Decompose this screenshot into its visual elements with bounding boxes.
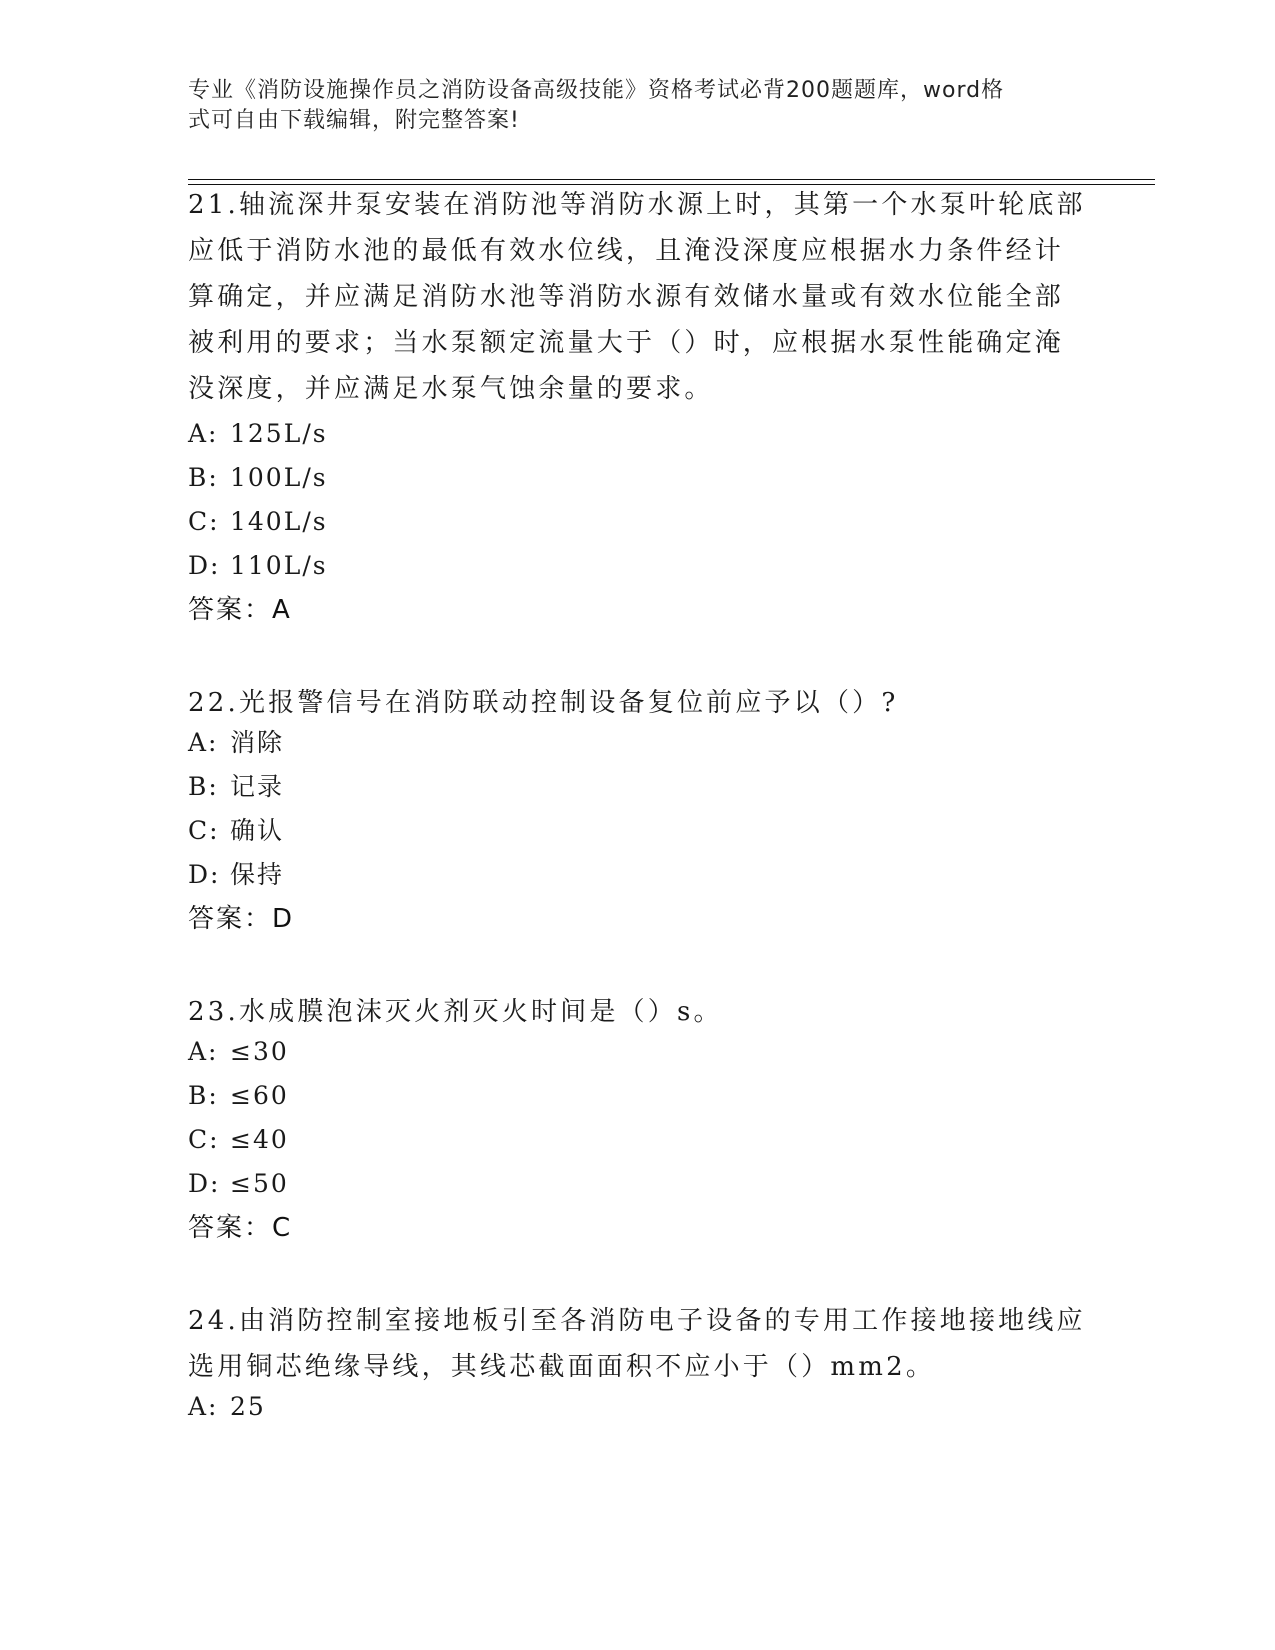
option-key: B: — [188, 1081, 219, 1110]
question-24-option-a — [188, 1387, 266, 1427]
question-line: 选用铜芯绝缘导线，其线芯截面面积不应小于（）mm2。 — [188, 1352, 936, 1382]
question-21-answer: 答案：A — [188, 595, 292, 625]
question-22-text — [188, 680, 1088, 726]
option-key: A: — [188, 728, 219, 757]
option-key: B: — [188, 772, 219, 801]
option-text: ≤60 — [230, 1081, 289, 1110]
option-text: 110L/s — [230, 551, 328, 580]
question-21-option-d — [188, 546, 328, 586]
option-text: 125L/s — [230, 419, 328, 448]
question-21-option-a — [188, 414, 328, 454]
question-23-option-c — [188, 1120, 289, 1160]
option-key: C: — [188, 816, 220, 845]
question-line: 应低于消防水池的最低有效水位线，且淹没深度应根据水力条件经计 — [188, 236, 1065, 266]
option-key: D: — [188, 1169, 221, 1198]
question-line: 没深度，并应满足水泵气蚀余量的要求。 — [188, 374, 714, 404]
option-key: C: — [188, 1125, 220, 1154]
header-line-2: 式可自由下载编辑，附完整答案! — [188, 108, 520, 133]
document-header — [188, 76, 1078, 136]
question-line: 被利用的要求；当水泵额定流量大于（）时，应根据水泵性能确定淹 — [188, 328, 1065, 358]
option-key: A: — [188, 419, 219, 448]
option-key: D: — [188, 551, 221, 580]
question-21-text — [188, 182, 1088, 412]
question-23-answer: 答案：C — [188, 1213, 293, 1243]
question-22-option-d — [188, 855, 284, 895]
question-23-option-b — [188, 1076, 289, 1116]
question-line: 22.光报警信号在消防联动控制设备复位前应予以（）? — [188, 688, 899, 718]
option-key: A: — [188, 1037, 219, 1066]
option-text: ≤50 — [230, 1169, 289, 1198]
option-text: 保持 — [230, 860, 285, 889]
option-text: 消除 — [230, 728, 285, 757]
option-key: A: — [188, 1392, 219, 1421]
question-line: 23.水成膜泡沫灭火剂灭火时间是（）s。 — [188, 997, 723, 1027]
option-text: ≤30 — [230, 1037, 289, 1066]
question-line: 21.轴流深井泵安装在消防池等消防水源上时，其第一个水泵叶轮底部 — [188, 190, 1086, 220]
option-text: 100L/s — [230, 463, 328, 492]
option-key: B: — [188, 463, 219, 492]
question-21-option-c — [188, 502, 328, 542]
option-key: D: — [188, 860, 221, 889]
option-text: 记录 — [230, 772, 285, 801]
option-text: ≤40 — [230, 1125, 289, 1154]
option-text: 确认 — [230, 816, 285, 845]
option-text: 140L/s — [230, 507, 328, 536]
question-22-option-c — [188, 811, 284, 851]
question-22-option-b — [188, 767, 284, 807]
question-22-option-a — [188, 723, 284, 763]
question-21-option-b — [188, 458, 328, 498]
option-key: C: — [188, 507, 220, 536]
header-divider-top — [188, 179, 1155, 180]
header-line-1: 专业《消防设施操作员之消防设备高级技能》资格考试必背200题题库，word格 — [188, 78, 1005, 103]
question-line: 24.由消防控制室接地板引至各消防电子设备的专用工作接地接地线应 — [188, 1306, 1086, 1336]
question-24-text — [188, 1298, 1088, 1390]
question-23-option-a — [188, 1032, 289, 1072]
option-text: 25 — [230, 1392, 266, 1421]
question-22-answer: 答案：D — [188, 904, 295, 934]
question-line: 算确定，并应满足消防水池等消防水源有效储水量或有效水位能全部 — [188, 282, 1065, 312]
question-23-text — [188, 989, 1088, 1035]
question-23-option-d — [188, 1164, 289, 1204]
